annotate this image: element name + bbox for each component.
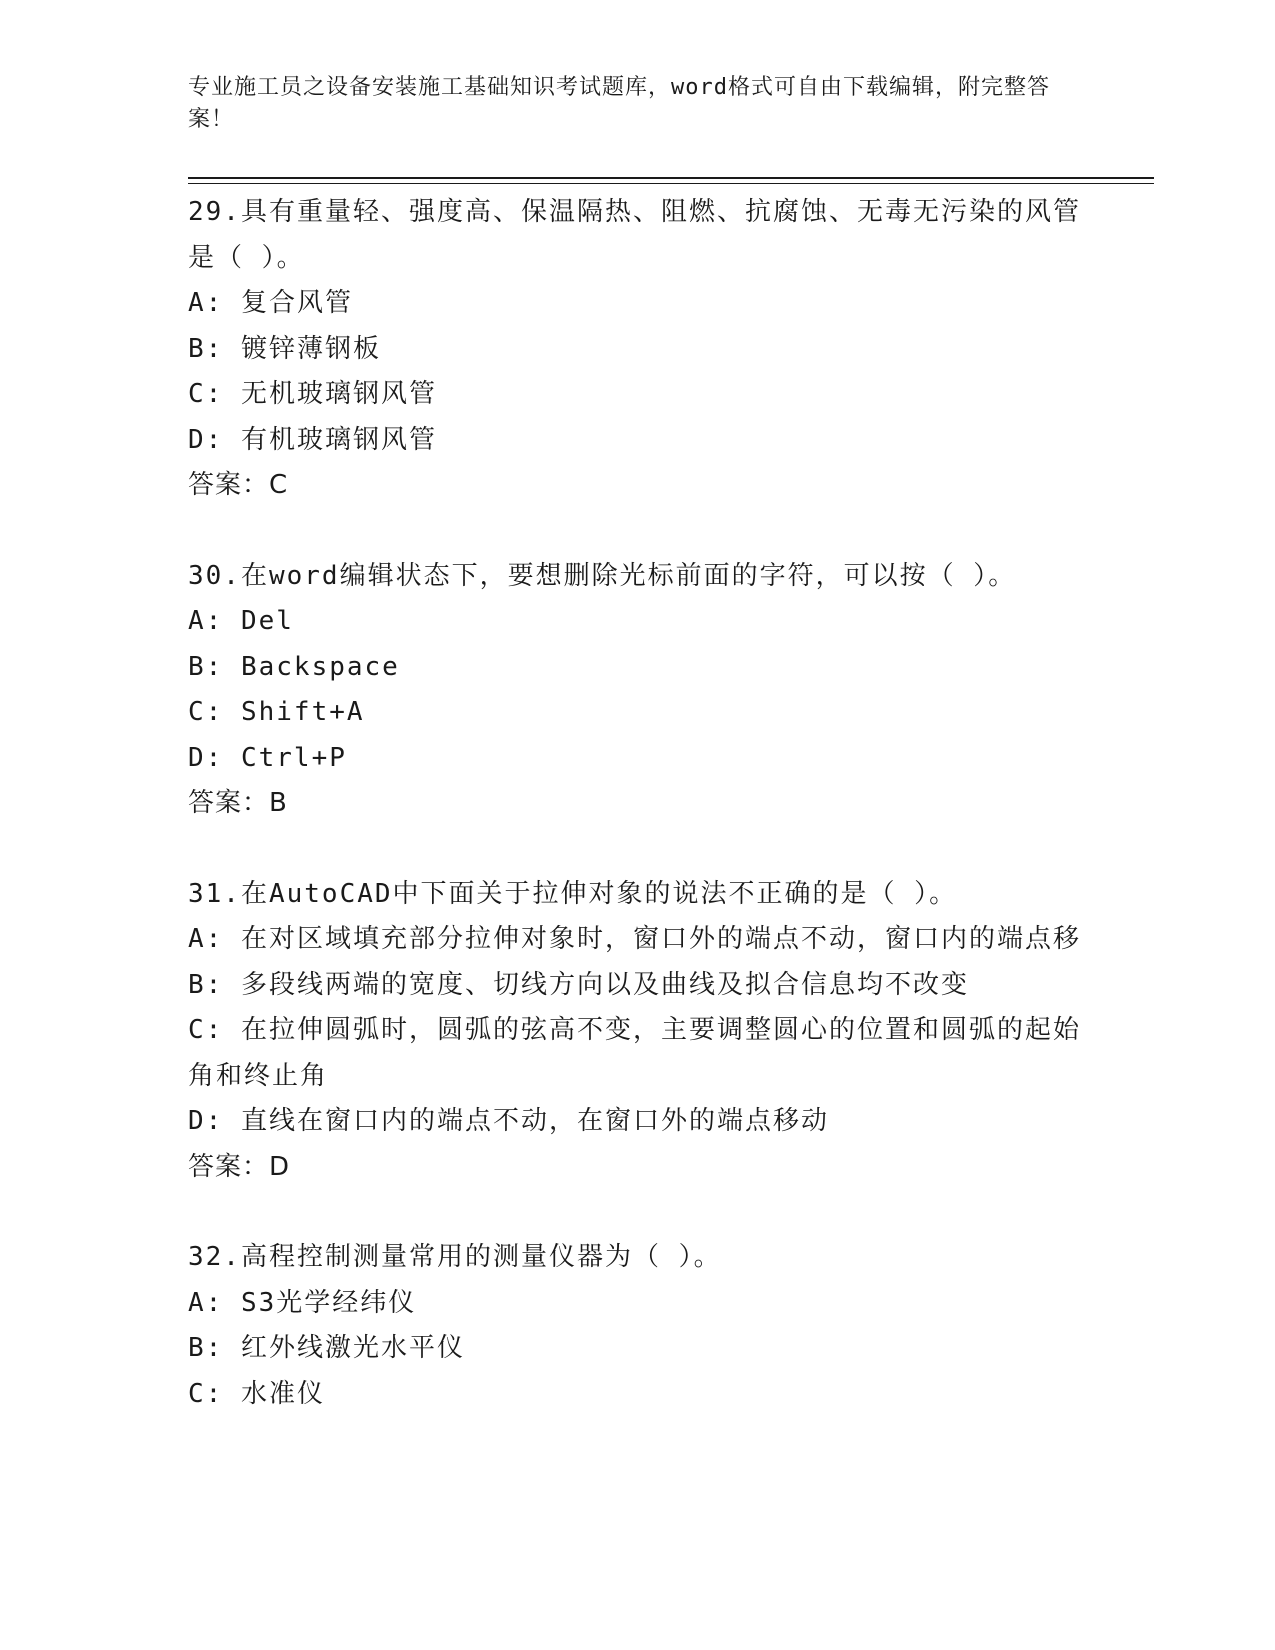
question-32 bbox=[188, 1235, 1088, 1417]
option-b: B: 多段线两端的宽度、切线方向以及曲线及拟合信息均不改变 bbox=[188, 969, 969, 1000]
header-rule-thin bbox=[188, 183, 1154, 184]
option-b: B: Backspace bbox=[188, 651, 400, 682]
question-list bbox=[188, 190, 1088, 1417]
option-c: C: Shift+A bbox=[188, 697, 365, 727]
option-a: A: 复合风管 bbox=[188, 288, 353, 318]
answer: 答案：D bbox=[188, 1151, 291, 1182]
question-text: 31.在AutoCAD中下面关于拉伸对象的说法不正确的是（ ）。 bbox=[188, 878, 958, 909]
option-a: A: S3光学经纬仪 bbox=[188, 1287, 417, 1318]
option-c: C: 水准仪 bbox=[188, 1378, 325, 1409]
question-31 bbox=[188, 872, 1088, 1191]
question-29 bbox=[188, 190, 1088, 509]
answer: 答案：B bbox=[188, 788, 288, 818]
header-rule-thick bbox=[188, 177, 1154, 179]
question-30 bbox=[188, 554, 1088, 827]
option-d: D: 有机玻璃钢风管 bbox=[188, 424, 437, 455]
page-header: 专业施工员之设备安装施工基础知识考试题库，word格式可自由下载编辑，附完整答案！ bbox=[188, 75, 1050, 132]
question-text: 32.高程控制测量常用的测量仪器为（ ）。 bbox=[188, 1242, 722, 1272]
option-c: C: 无机玻璃钢风管 bbox=[188, 379, 437, 409]
option-b: B: 红外线激光水平仪 bbox=[188, 1333, 465, 1363]
option-b: B: 镀锌薄钢板 bbox=[188, 333, 381, 364]
option-c: C: 在拉伸圆弧时，圆弧的弦高不变，主要调整圆心的位置和圆弧的起始角和终止角 bbox=[188, 1015, 1081, 1091]
question-text: 29.具有重量轻、强度高、保温隔热、阻燃、抗腐蚀、无毒无污染的风管是（ ）。 bbox=[188, 197, 1081, 273]
option-a: A: Del bbox=[188, 606, 294, 636]
option-d: D: 直线在窗口内的端点不动，在窗口外的端点移动 bbox=[188, 1106, 829, 1136]
option-a: A: 在对区域填充部分拉伸对象时，窗口外的端点不动，窗口内的端点移 bbox=[188, 924, 1081, 954]
option-d: D: Ctrl+P bbox=[188, 742, 347, 773]
answer: 答案：C bbox=[188, 470, 289, 500]
question-text: 30.在word编辑状态下，要想删除光标前面的字符，可以按（ ）。 bbox=[188, 560, 1017, 591]
